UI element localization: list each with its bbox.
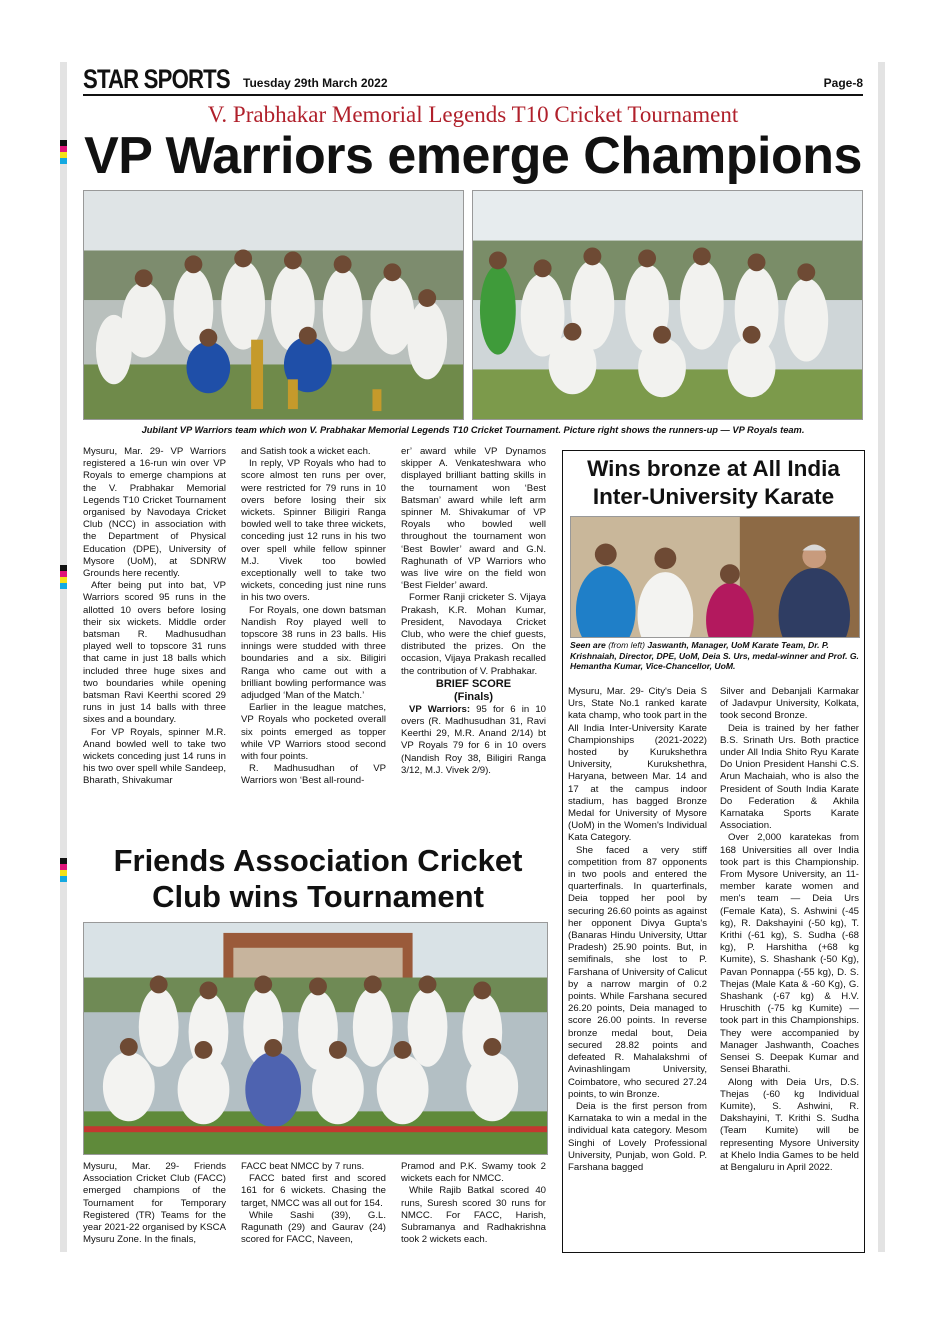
brief-score-team: VP Warriors:: [409, 703, 471, 715]
paragraph: Silver and Debanjali Karmakar of Jadavpur University, Kolkata, took second Bronze.: [720, 686, 859, 722]
paragraph: For Royals, one down batsman Nandish Roy played well to topscore 38 runs in 23 balls. His innings were studded with three boundaries and a six. Biligiri Ranga who came out with a brilliant bowling performance was adjudged ‘Man of the Match.’: [241, 604, 386, 702]
paragraph: FACC bated first and scored 161 for 6 wickets. Chasing the target, NMCC was all out for 154.: [241, 1173, 386, 1209]
paragraph: and Satish took a wicket each.: [241, 446, 371, 457]
vp-royals-team-photo: [472, 190, 863, 420]
paragraph: Deia is trained by her father B.S. Srinath Urs. Both practice under All India Shito Ryu Karate Do Union President Hanshi C.S. Arun Machaiah, who is also the President of South India Karate Do Federation & Akhila Karnataka Sports Karate Association.: [720, 722, 859, 832]
facc-column-1: [83, 1161, 226, 1246]
registration-mark: [60, 858, 67, 882]
facc-team-photo: [83, 922, 548, 1155]
vp-warriors-team-photo: [83, 190, 464, 420]
caption-rest: Jaswanth, Manager, UoM Karate Team, Dr. P. Krishnaiah, Director, DPE, UoM, Deia S. Urs, medal-winner and Prof. G. Hemantha Kumar, Vice-Chancellor, UoM.: [570, 640, 859, 672]
publication-brand: STAR SPORTS: [83, 64, 230, 94]
paragraph: While Rajib Batkal scored 40 runs, Suresh scored 30 runs for NMCC. For FACC, Harish, Subramanya and Radhakrishna took 2 wickets each.: [401, 1185, 546, 1246]
paragraph: In reply, VP Royals who had to score almost ten runs per over, were restricted for 79 runs in 10 overs before losing their six wickets. Spinner Biligiri Ranga bowled well to take three wickets, conceding just 12 runs in his two over spell while fellow spinner M.J. Vivek too bowled exceptionally well to take two wickets, conceding just nine runs in his two overs.: [241, 458, 386, 604]
paragraph: Mysuru, Mar. 29- VP Warriors registered a 16-run win over VP Royals to emerge champions at the V. Prabhakar Memorial Legends T10 Cricket Tournament organised by Navodaya Cricket Club (NCC) in association with the Department of Physical Education (DPE), University of Mysore (UoM), at SDNRW Grounds here recently.: [83, 446, 226, 580]
main-story-column-3: [401, 446, 546, 777]
brief-score-title: BRIEF SCORE: [435, 677, 512, 690]
left-margin-bar: [60, 62, 67, 1252]
facc-headline: Friends Association Cricket Club wins Tournament: [113, 843, 523, 914]
main-photo-caption: Jubilant VP Warriors team which won V. Prabhakar Memorial Legends T10 Cricket Tournament. Picture right shows the runners-up — VP Royals team.: [141, 425, 805, 435]
paragraph: After being put into bat, VP Warriors scored 95 runs in the allotted 10 overs before losing their six wickets. Middle order batsman R. Madhusudhan played well to topscore 31 runs that came in just 18 balls which included three huge sixes and two boundaries while opening batsman Ravi Keerthi scored 29 runs in just 14 balls with three sixes and a boundary.: [83, 580, 226, 726]
paragraph: Deia is the first person from Karnataka to win a medal in the individual kata category. Mesom Singhi of Lovely Professional University, Punjab, won Gold. P. Farshana bagged: [568, 1100, 707, 1173]
paragraph: Former Ranji cricketer S. Vijaya Prakash, K.R. Mohan Kumar, President, Navodaya Cricket Club, who were the chief guests, distributed the prizes. On the occasion, Vijaya Prakash recalled the contribution of V. Prabhakar.: [401, 592, 546, 677]
brief-score-detail: 95 for 6 in 10 overs (R. Madhusudhan 31, Ravi Keerthi 29, M.R. Anand 2/14) bt VP Royals 79 for 6 in 10 overs (Nandish Roy 38, Biligiri Ranga 3/12, M.J. Vivek 2/9).: [401, 703, 546, 776]
right-margin-bar: [878, 62, 885, 1252]
karate-column-1: [568, 686, 707, 1174]
karate-photo-caption: [570, 640, 860, 672]
caption-paren: (from left): [605, 640, 648, 650]
story-kicker: V. Prabhakar Memorial Legends T10 Cricket Tournament: [207, 102, 739, 127]
registration-mark: [60, 565, 67, 589]
paragraph: Over 2,000 karatekas from 168 Universities all over India took part is this Championship. From Mysore University, an 11-member karate women and men's team — Deia Urs (Female Kata), S. Ashwini (-45 kg), R. Dakshayini (-50 kg), T. Krithi (-61 kg), S. Sudha (-68 kg), P. Harshitha (+68 kg Kumite), S. Shashank (-50 Kg), Pavan Ponnappa (-55 kg), D. S. Thejas (Male Kata & -60 Kg), G. Shashank (-67 kg) & H.V. Hruschith (-75 kg Kumite) — took part in this Championships. They were accompanied by Manager Jashwanth, Coaches Sensei S. Deepak Kumar and Sensei Bharathi.: [720, 832, 859, 1076]
paragraph: Earlier in the league matches, VP Royals who pocketed overall six points emerged as topper while VP Warriors stood second with four points.: [241, 702, 386, 763]
karate-headline: Wins bronze at All India Inter-University Karate: [587, 456, 840, 509]
main-story-column-2: [241, 446, 386, 788]
caption-lead: Seen are: [570, 640, 606, 650]
masthead: [83, 66, 863, 96]
brief-score-text: [401, 704, 546, 777]
paragraph: Along with Deia Urs, D.S. Thejas (-60 kg Individual Kumite), S. Ashwini, R. Dakshayini, T. Krithi S. Sudha (Team Kumite) will be representing Mysore University at Khelo India Games to be held at Bengaluru in April 2022.: [720, 1076, 859, 1173]
paragraph: Mysuru, Mar. 29- Friends Association Cricket Club (FACC) emerged champions of the Tournament for Temporary Registered (TR) Teams for the year 2021-22 organised by KSCA Mysuru Zone. In the finals,: [83, 1161, 226, 1246]
brief-score-subtitle: (Finals): [453, 690, 494, 703]
paragraph: While Sashi (39), G.L. Ragunath (29) and Gaurav (24) scored for FACC, Naveen,: [241, 1209, 386, 1246]
paragraph: For VP Royals, spinner M.R. Anand bowled well to take two wickets conceding just 14 runs in his two over spell while Sandeep, Bharath, Shivakumar: [83, 726, 226, 787]
karate-column-2: [720, 686, 859, 1174]
registration-mark: [60, 140, 67, 164]
paragraph: FACC beat NMCC by 7 runs.: [241, 1161, 365, 1172]
main-headline: VP Warriors emerge Champions: [84, 127, 862, 185]
paragraph: Pramod and P.K. Swamy took 2 wickets each for NMCC.: [401, 1161, 546, 1185]
paragraph: She faced a very stiff competition from 87 opponents in two pools and entered the quarterfinals. In quarterfinals, Deia topped her pool by securing 26.60 points as against her opponent Divya Gupta's (Banaras Hindu University, Uttar Pradesh) 25.90 points. But, in semifinals, she lost to P. Farshana of University of Calicut by a narrow margin of 0.2 points. While Farshana secured 26.20 points, Deia managed to score 26.00 points. In reverse bronze medal bout, Deia secured 28.82 points and defeated R. Mahalakshmi of Avinashlingam University, Coimbatore, who secured 27.24 points, to win Bronze.: [568, 844, 707, 1100]
issue-date: Tuesday 29th March 2022: [243, 76, 388, 90]
page-number: Page-8: [823, 76, 863, 90]
facc-column-3: [401, 1161, 546, 1246]
paragraph: R. Madhusudhan of VP Warriors won ‘Best all-round-: [241, 763, 386, 787]
paragraph: er’ award while VP Dynamos skipper A. Venkateshwara who displayed brilliant batting skills in the tournament won ‘Best Batsman’ award while left arm spinner M. Shivakumar of VP Royals who bowled well throughout the tournament won ‘Best Bowler’ award and G.N. Raghunath of VP Warriors who was live wire on the field won ‘Best Fielder’ award.: [401, 446, 546, 592]
facc-column-2: [241, 1161, 386, 1246]
karate-medal-photo: [570, 516, 860, 638]
paragraph: Mysuru, Mar. 29- City's Deia S Urs, State No.1 ranked karate kata champ, who took part in the All India Inter-University Karate Championships (2021-2022) hosted by Kurukshethra University, Kurukshethra, Haryana, between Mar. 14 and 17 at the campus indoor stadium, has bagged Bronze Medal for University of Mysore (UoM) in the Women's Individual Kata Category.: [568, 686, 707, 844]
main-story-column-1: [83, 446, 226, 788]
